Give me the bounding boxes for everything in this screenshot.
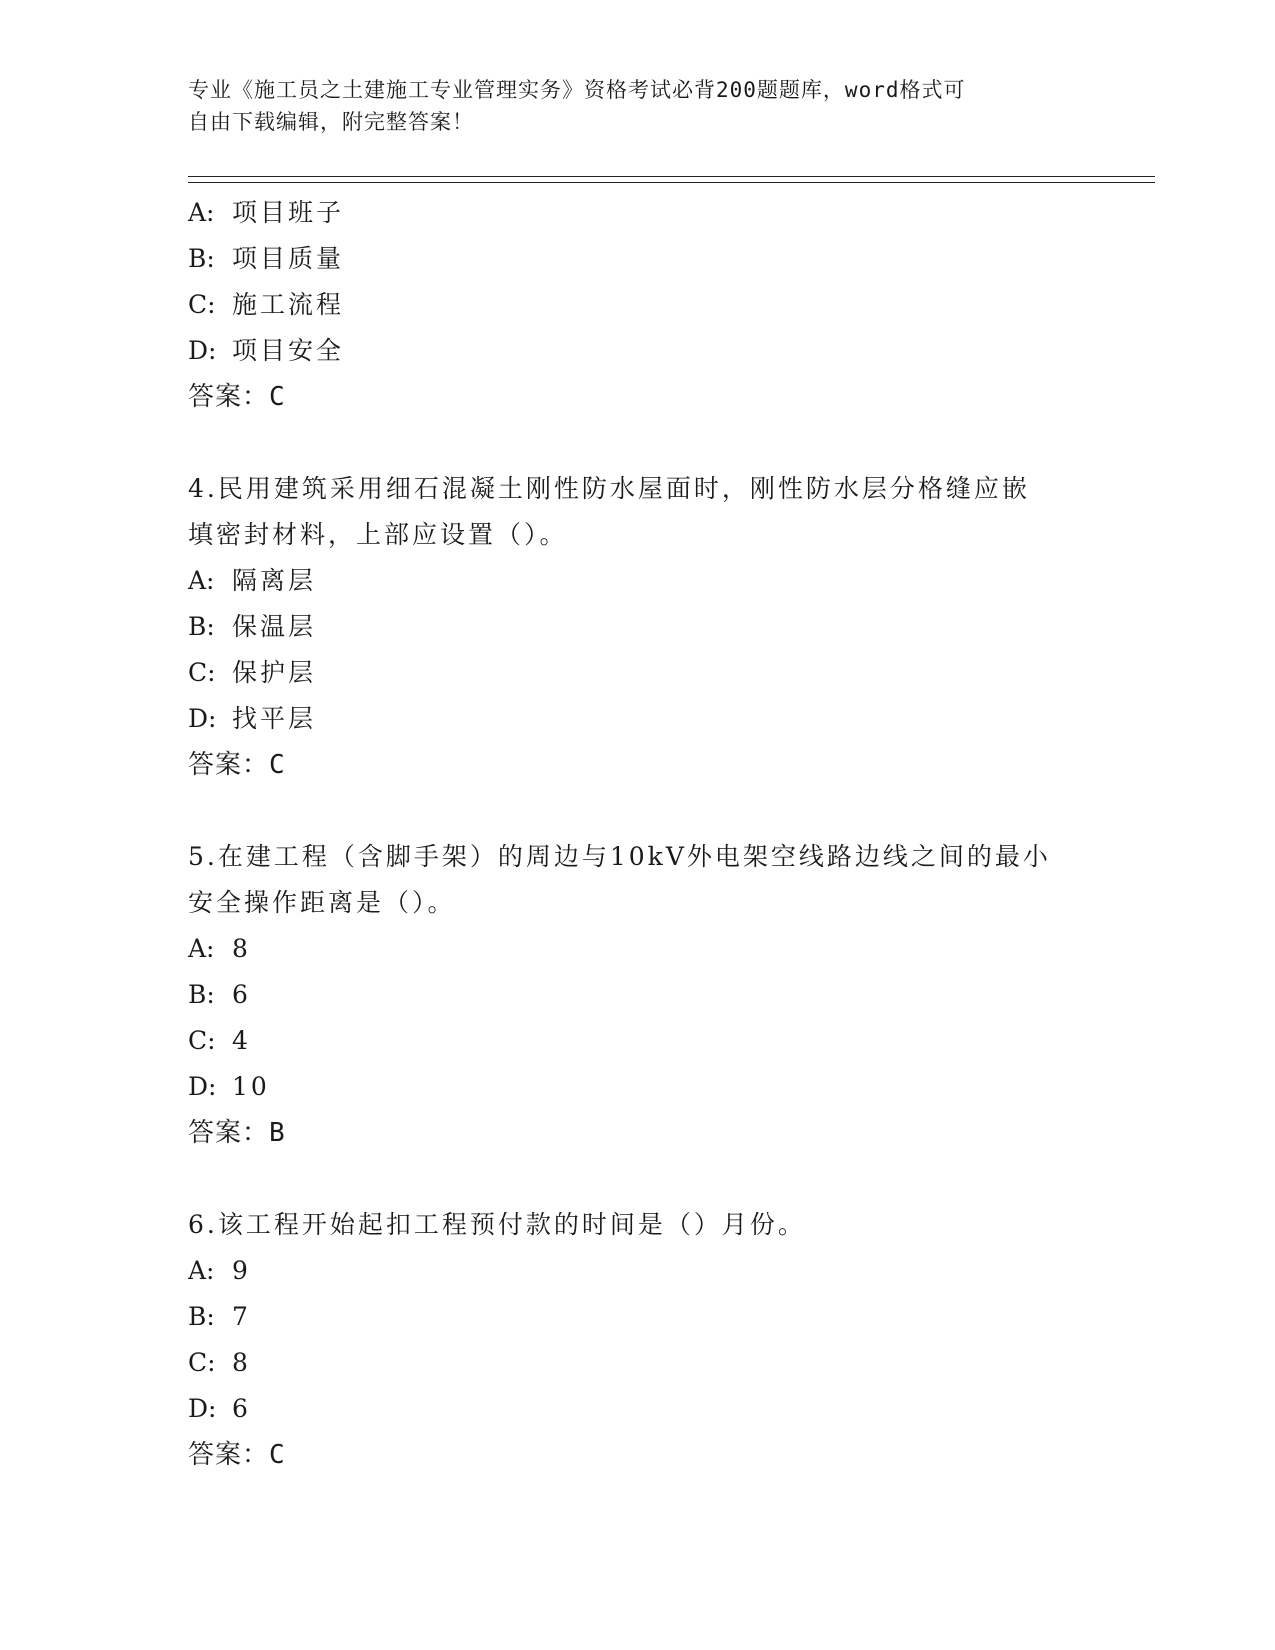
- question-stem-line: 填密封材料，上部应设置（）。: [188, 520, 568, 549]
- option-c: [188, 1018, 1088, 1064]
- option-d: [188, 1386, 1088, 1432]
- option-key: B:: [188, 1302, 215, 1331]
- option-a: [188, 926, 1088, 972]
- question-stem-line: 6.该工程开始起扣工程预付款的时间是（）月份。: [188, 1210, 806, 1239]
- answer-line: [188, 1432, 1088, 1478]
- option-c: [188, 650, 1088, 696]
- question-4: [188, 466, 1088, 788]
- option-a: [188, 1248, 1088, 1294]
- answer-value: C: [269, 382, 286, 412]
- option-text: 8: [232, 1348, 251, 1377]
- option-d: [188, 696, 1088, 742]
- header-divider-top: [188, 176, 1155, 177]
- answer-label: 答案：: [188, 1440, 270, 1470]
- option-text: 项目质量: [232, 244, 345, 273]
- option-text: 7: [232, 1302, 251, 1331]
- option-b: [188, 604, 1088, 650]
- option-b: [188, 236, 1088, 282]
- answer-line: [188, 742, 1088, 788]
- question-stem-line: 5.在建工程（含脚手架）的周边与10kV外电架空线路边线之间的最小: [188, 842, 1051, 871]
- answer-line: [188, 1110, 1088, 1156]
- option-text: 4: [232, 1026, 251, 1055]
- option-c: [188, 1340, 1088, 1386]
- option-text: 6: [232, 1394, 251, 1423]
- answer-line: [188, 374, 1088, 420]
- option-key: C:: [188, 1348, 216, 1377]
- answer-label: 答案：: [188, 1118, 270, 1148]
- option-text: 项目安全: [232, 336, 345, 365]
- question-stem-line: 4.民用建筑采用细石混凝土刚性防水屋面时，刚性防水层分格缝应嵌: [188, 474, 1030, 503]
- header-line-1: 专业《施工员之土建施工专业管理实务》资格考试必背200题题库，word格式可: [188, 78, 966, 102]
- option-a: [188, 558, 1088, 604]
- option-key: A:: [188, 198, 215, 227]
- option-c: [188, 282, 1088, 328]
- answer-value: C: [269, 750, 286, 780]
- option-text: 9: [232, 1256, 251, 1285]
- option-text: 保温层: [232, 612, 317, 641]
- option-key: A:: [188, 566, 215, 595]
- question-3-tail: [188, 190, 1088, 420]
- option-key: D:: [188, 704, 217, 733]
- option-key: D:: [188, 1072, 217, 1101]
- option-text: 找平层: [232, 704, 317, 733]
- question-6: [188, 1202, 1088, 1478]
- option-key: B:: [188, 980, 215, 1009]
- question-list: [188, 190, 1088, 1478]
- option-text: 6: [232, 980, 251, 1009]
- option-text: 8: [232, 934, 251, 963]
- option-key: C:: [188, 290, 216, 319]
- answer-value: B: [269, 1118, 286, 1148]
- option-text: 10: [232, 1072, 270, 1101]
- answer-label: 答案：: [188, 382, 270, 412]
- document-header: [188, 74, 1088, 138]
- option-key: A:: [188, 1256, 215, 1285]
- answer-label: 答案：: [188, 750, 270, 780]
- question-stem-line: 安全操作距离是（）。: [188, 888, 456, 917]
- option-d: [188, 1064, 1088, 1110]
- option-key: D:: [188, 336, 217, 365]
- option-key: C:: [188, 658, 216, 687]
- option-text: 保护层: [232, 658, 317, 687]
- option-key: A:: [188, 934, 215, 963]
- option-b: [188, 1294, 1088, 1340]
- question-5: [188, 834, 1088, 1156]
- option-text: 隔离层: [232, 566, 317, 595]
- option-key: B:: [188, 244, 215, 273]
- option-key: D:: [188, 1394, 217, 1423]
- header-line-2: 自由下载编辑，附完整答案！: [188, 110, 474, 134]
- option-key: B:: [188, 612, 215, 641]
- answer-value: C: [269, 1440, 286, 1470]
- header-divider-bottom: [188, 182, 1155, 183]
- option-d: [188, 328, 1088, 374]
- option-text: 项目班子: [232, 198, 345, 227]
- option-key: C:: [188, 1026, 216, 1055]
- option-a: [188, 190, 1088, 236]
- option-text: 施工流程: [232, 290, 345, 319]
- option-b: [188, 972, 1088, 1018]
